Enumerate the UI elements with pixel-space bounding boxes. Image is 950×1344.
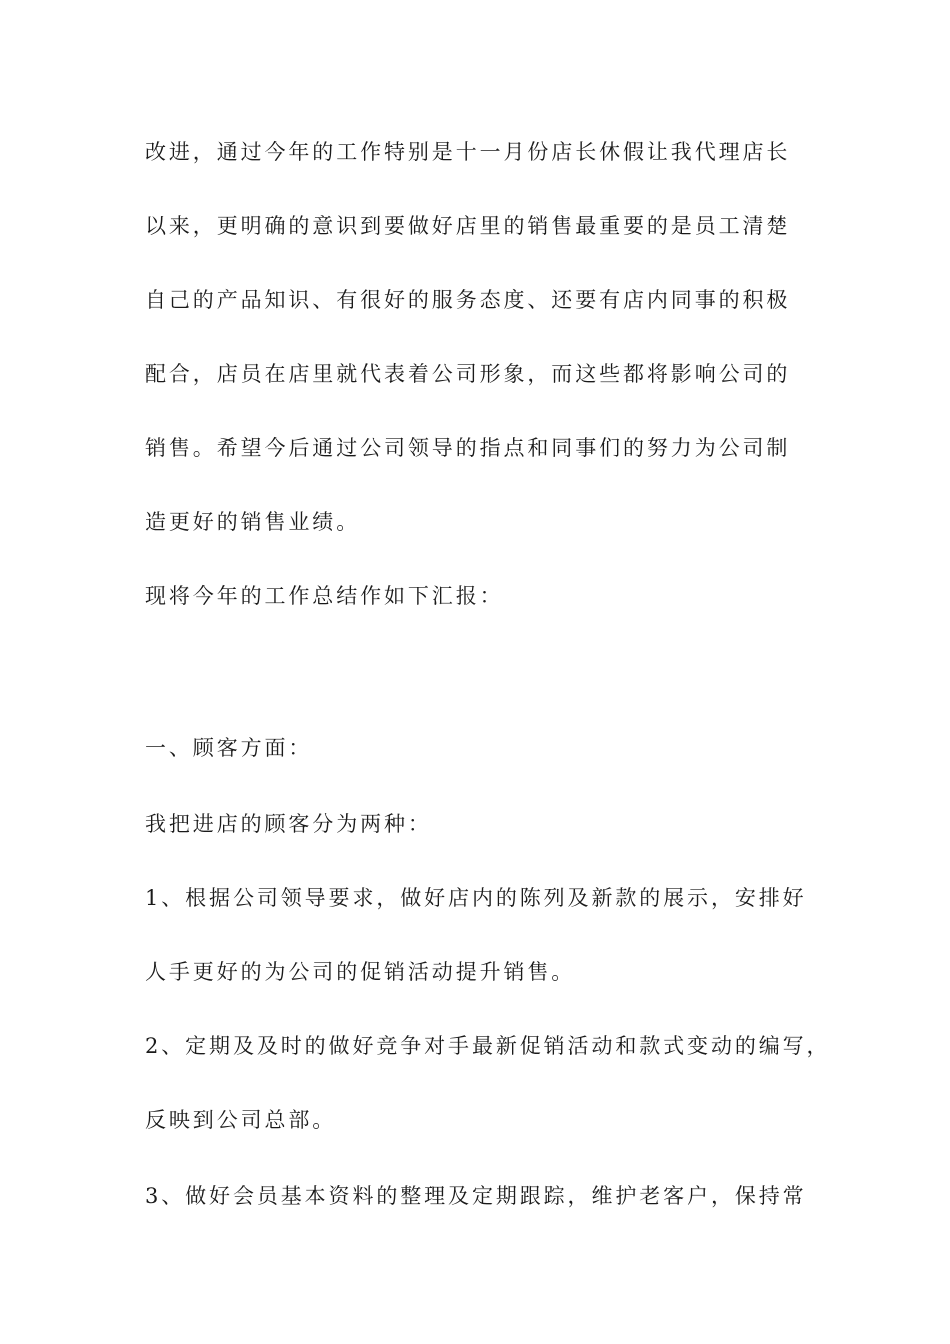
paragraph-line-6: 造更好的销售业绩。 xyxy=(145,510,361,534)
paragraph-line-3: 自己的产品知识、有很好的服务态度、还要有店内同事的积极 xyxy=(145,288,791,312)
section-heading: 一、顾客方面： xyxy=(145,736,313,760)
paragraph-line-4: 配合，店员在店里就代表着公司形象，而这些都将影响公司的 xyxy=(145,362,791,386)
list-item-2-line-1: 2、定期及及时的做好竞争对手最新促销活动和款式变动的编写， xyxy=(145,1034,831,1058)
paragraph-line-2: 以来，更明确的意识到要做好店里的销售最重要的是员工清楚 xyxy=(145,214,791,238)
list-item-1-line-2: 人手更好的为公司的促销活动提升销售。 xyxy=(145,960,576,984)
list-item-3-line-1: 3、做好会员基本资料的整理及定期跟踪，维护老客户，保持常 xyxy=(145,1184,807,1208)
section-intro-line: 我把进店的顾客分为两种： xyxy=(145,812,432,836)
list-item-2-line-2: 反映到公司总部。 xyxy=(145,1108,337,1132)
intro-line: 现将今年的工作总结作如下汇报： xyxy=(145,584,504,608)
list-item-1-line-1: 1、根据公司领导要求，做好店内的陈列及新款的展示，安排好 xyxy=(145,886,807,910)
paragraph-line-1: 改进，通过今年的工作特别是十一月份店长休假让我代理店长 xyxy=(145,140,791,164)
paragraph-line-5: 销售。希望今后通过公司领导的指点和同事们的努力为公司制 xyxy=(145,436,791,460)
